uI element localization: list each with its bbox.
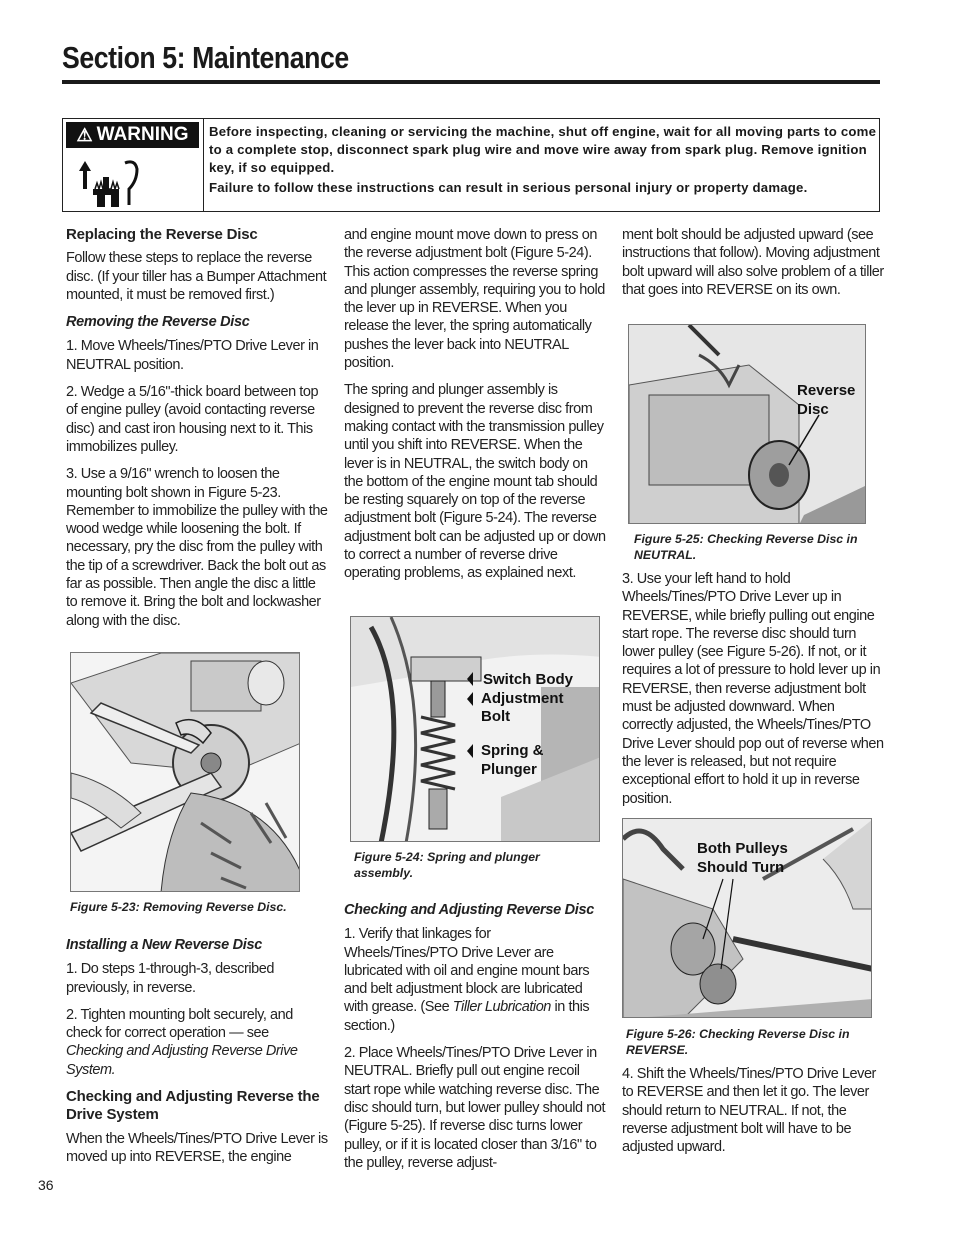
heading-checking-adjusting-reverse-disc: Checking and Adjusting Reverse Disc xyxy=(344,902,595,918)
label-adjustment: Adjustment xyxy=(481,690,564,707)
figure-5-23 xyxy=(70,652,300,892)
column-3 xyxy=(622,226,884,308)
heading-removing-reverse-disc: Removing the Reverse Disc xyxy=(66,314,250,331)
label-plunger: Plunger xyxy=(481,761,537,778)
warning-banner xyxy=(66,122,199,148)
warning-box xyxy=(62,118,880,212)
label-bolt: Bolt xyxy=(481,708,511,725)
warning-instruction: Before inspecting, cleaning or servicing the machine, shut off engine, wait for all moving parts to come to a complete stop, disconnect spark plug wire and move wire away from spark plug. Remove ignition key, if so equipped. xyxy=(209,124,877,175)
heading-checking-adjusting-reverse-drive: Checking and Adjusting Reverse the Drive System xyxy=(66,1088,320,1124)
warning-triangle-icon: ⚠ xyxy=(76,124,93,145)
removing-reverse-disc-illustration xyxy=(71,653,300,892)
check-step-2: 2. Place Wheels/Tines/PTO Drive Lever in NEUTRAL. Briefly pull out engine recoil start rope while watching reverse disc. The disc should turn, but lower pulley should not (Figure 5-25). If reverse disc turns lower pulley, or if it is located closer than 3/16" to the pulley, reverse adjust- xyxy=(344,1045,606,1171)
warning-consequence: Failure to follow these instructions can result in serious personal injury or property damage. xyxy=(209,180,808,195)
install-step-1: 1. Do steps 1-through-3, described previously, in reverse. xyxy=(66,961,274,996)
spring-plunger-illustration xyxy=(351,617,600,842)
paragraph-spring-plunger: The spring and plunger assembly is designed to prevent the reverse disc from making contact with the transmission pulley until you shift into REVERSE. When the lever is in NEUTRAL, the switch body on the bottom of the engine mount tab should be resting squarely on top of the reverse adjustment bolt (Figure 5-24). The reverse adjustment bolt can be adjusted up or down to correct a number of reverse drive operating problems, as explained next. xyxy=(344,382,606,582)
column-1-lower xyxy=(66,936,328,1175)
check-step-1-end: in this section.) xyxy=(344,999,590,1034)
step-3: 3. Use a 9/16" wrench to loosen the mounting bolt shown in Figure 5-23. Remember to immobilize the pulley with the wood wedge while loosening the bolt. If necessary, pry the disc from the pulley with the tip of a screwdriver. Back the bolt out as far as possible. Then angle the disc a little to remove it. Bring the bolt and lockwasher along with the disc. xyxy=(66,466,328,629)
reverse-disc-neutral-photo xyxy=(629,325,866,524)
page-number: 36 xyxy=(38,1177,54,1193)
title-rule xyxy=(62,80,880,84)
check-step-3: 3. Use your left hand to hold Wheels/Tines/PTO Drive Lever up in REVERSE, while briefly pulling out engine start rope. The reverse disc should turn lower pulley (see Figure 5-26). If not, or it requires a lot of pressure to hold lever up in REVERSE, then reverse adjustment bolt must be adjusted downward. When correctly adjusted, the Wheels/Tines/PTO Drive Lever should pop out of reverse when the lever is released, but not require exceptional effort to hold it up in reverse position. xyxy=(622,571,884,807)
label-spring: Spring & xyxy=(481,742,544,759)
label-both-pulleys: Both Pulleys xyxy=(697,840,788,857)
check-step-1-text: 1. Verify that linkages for Wheels/Tines/PTO Drive Lever are lubricated with oil and engine mount bars and belt adjustment block are lubricated with grease. (See xyxy=(344,926,590,1016)
warning-text xyxy=(209,123,877,197)
column-3-lower xyxy=(622,1065,884,1165)
paragraph-intro: Follow these steps to replace the reverse disc. (If your tiller has a Bumper Attachment mounted, it must be removed first.) xyxy=(66,250,327,303)
figure-5-26 xyxy=(622,818,872,1018)
install-step-2-reference: Checking and Adjusting Reverse Drive System. xyxy=(66,1043,298,1078)
spark-plug-disconnect-icon xyxy=(63,149,203,211)
label-switch-body: Switch Body xyxy=(483,671,574,688)
label-reverse: Reverse xyxy=(797,382,856,399)
step-2: 2. Wedge a 5/16"-thick board between top of engine pulley (avoid contacting reverse disc) and cast iron housing next to it. This immobilizes pulley. xyxy=(66,384,319,455)
check-step-1 xyxy=(344,925,606,1035)
reverse-disc-reverse-photo xyxy=(623,819,872,1018)
check-step-4: 4. Shift the Wheels/Tines/PTO Drive Lever to REVERSE and then let it go. The lever should return to NEUTRAL. If not, the reverse adjustment bolt will have to be adjusted upward. xyxy=(622,1066,876,1156)
install-step-2-text: 2. Tighten mounting bolt securely, and check for correct operation — see xyxy=(66,1006,293,1042)
column-1 xyxy=(66,226,328,639)
column-2-lower xyxy=(344,901,606,1181)
label-should-turn: Should Turn xyxy=(697,859,785,876)
figure-5-24 xyxy=(350,616,600,842)
tiller-lubrication-reference: Tiller Lubrication xyxy=(452,999,551,1016)
page-title: Section 5: Maintenance xyxy=(62,40,349,75)
step-1: 1. Move Wheels/Tines/PTO Drive Lever in NEUTRAL position. xyxy=(66,338,319,373)
paragraph-when-lever-moved: When the Wheels/Tines/PTO Drive Lever is moved up into REVERSE, the engine xyxy=(66,1130,328,1165)
label-disc: Disc xyxy=(797,401,829,418)
heading-replacing-reverse-disc: Replacing the Reverse Disc xyxy=(66,226,258,243)
figure-5-25-caption: Figure 5-25: Checking Reverse Disc in NEUTRAL. xyxy=(634,532,858,562)
figure-5-24-caption: Figure 5-24: Spring and plunger assembly. xyxy=(354,850,540,880)
heading-installing-new-reverse-disc: Installing a New Reverse Disc xyxy=(66,937,262,953)
paragraph-engine-mount: and engine mount move down to press on the reverse adjustment bolt (Figure 5-24). This action compresses the reverse spring and plunger assembly, requiring you to hold the lever up in REVERSE. When you release the lever, the spring automatically pushes the lever back into NEUTRAL position. xyxy=(344,227,605,372)
warning-symbol-panel xyxy=(63,119,204,211)
column-2 xyxy=(344,226,606,592)
column-3-middle xyxy=(622,570,884,817)
paragraph-adjust-upward: ment bolt should be adjusted upward (see instructions that follow). Moving adjustment bolt upward will also solve problem of a tiller that goes into REVERSE on its own. xyxy=(622,227,884,298)
figure-5-25 xyxy=(628,324,866,524)
figure-5-23-caption: Figure 5-23: Removing Reverse Disc. xyxy=(70,900,287,914)
install-step-2 xyxy=(66,1006,328,1079)
figure-5-26-caption: Figure 5-26: Checking Reverse Disc in REVERSE. xyxy=(626,1027,850,1057)
warning-banner-label: WARNING xyxy=(96,124,189,145)
